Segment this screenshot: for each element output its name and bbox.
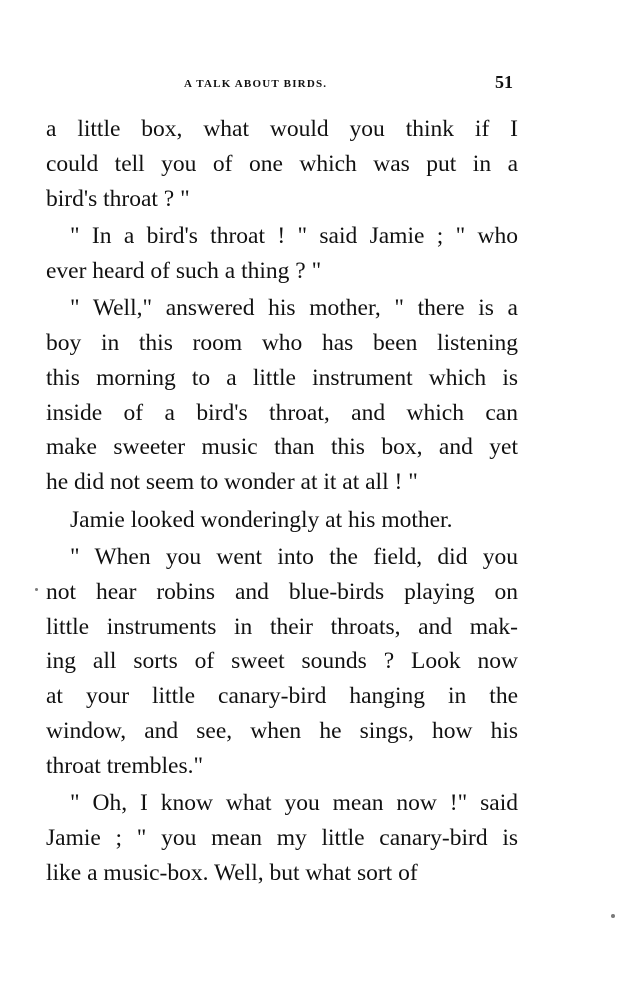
- text-line: little instruments in their throats, and mak-: [46, 613, 518, 640]
- text-line: make sweeter music than this box, and yet: [46, 434, 518, 461]
- text-line: he did not seem to wonder at it at all ! ": [46, 469, 418, 496]
- text-line: inside of a bird's throat, and which can: [46, 399, 518, 426]
- text-line: bird's throat ? ": [46, 185, 190, 212]
- running-title: A TALK ABOUT BIRDS.: [184, 78, 328, 90]
- text-line: boy in this room who has been listening: [46, 329, 518, 356]
- page-number: 51: [495, 72, 513, 92]
- text-line: this morning to a little instrument which is: [46, 364, 518, 391]
- text-line: " Well," answered his mother, " there is a: [70, 295, 518, 322]
- page-speck: [611, 914, 615, 918]
- paragraph-1: [46, 112, 518, 216]
- paragraph-4: [46, 503, 518, 538]
- text-line: at your little canary-bird hanging in the: [46, 683, 518, 710]
- text-line: ing all sorts of sweet sounds ? Look now: [46, 648, 518, 675]
- page-speck: [35, 588, 38, 591]
- text-line: like a music-box. Well, but what sort of: [46, 859, 418, 886]
- paragraph-3: [46, 291, 518, 500]
- text-line: Jamie ; " you mean my little canary-bird is: [46, 824, 518, 851]
- paragraph-5: [46, 540, 518, 784]
- text-line: not hear robins and blue-birds playing on: [46, 578, 518, 605]
- text-line: could tell you of one which was put in a: [46, 150, 518, 177]
- running-head: [0, 74, 621, 96]
- text-line: Jamie looked wonderingly at his mother.: [70, 506, 453, 533]
- text-line: " Oh, I know what you mean now !" said: [70, 790, 518, 817]
- paragraph-2: [46, 219, 518, 289]
- paragraph-6: [46, 786, 518, 890]
- page-body: [46, 112, 518, 891]
- text-line: a little box, what would you think if I: [46, 116, 518, 142]
- text-line: throat trembles.": [46, 752, 204, 779]
- text-line: window, and see, when he sings, how his: [46, 717, 518, 744]
- text-line: " In a bird's throat ! " said Jamie ; " who: [70, 222, 518, 249]
- text-line: " When you went into the field, did you: [70, 543, 518, 570]
- text-line: ever heard of such a thing ? ": [46, 257, 322, 284]
